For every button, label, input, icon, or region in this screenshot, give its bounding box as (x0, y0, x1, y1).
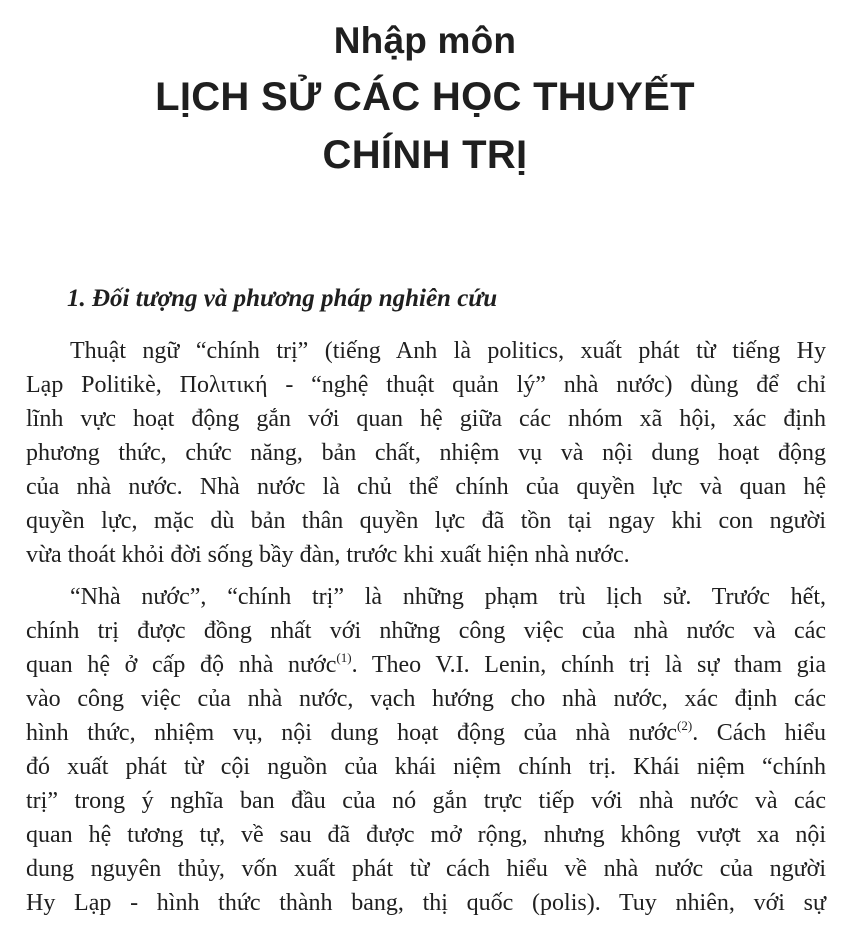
text-line: lĩnh vực hoạt động gắn với quan hệ giữa các nhóm xã hội, xác định (26, 406, 826, 432)
text-line: dung nguyên thủy, vốn xuất phát từ cách hiểu về nhà nước của người (26, 856, 826, 882)
title-line-2: LỊCH SỬ CÁC HỌC THUYẾT (155, 75, 695, 119)
text-line: Lạp Politikè, Πολιτική - “nghệ thuật quản lý” nhà nước) dùng để chỉ (26, 372, 826, 398)
body-text (26, 334, 826, 920)
text-line: Thuật ngữ “chính trị” (tiếng Anh là politics, xuất phát từ tiếng Hy (70, 338, 826, 364)
text-segment: . Theo V.I. Lenin, chính trị là sự tham gia (351, 652, 827, 678)
section-heading: 1. Đối tượng và phương pháp nghiên cứu (67, 285, 498, 312)
text-line: đó xuất phát từ cội nguồn của khái niệm chính trị. Khái niệm “chính (26, 754, 826, 780)
text-line: chính trị được đồng nhất với những công việc của nhà nước và các (26, 618, 826, 644)
text-line: vào công việc của nhà nước, vạch hướng cho nhà nước, xác định các (26, 686, 826, 712)
text-line-with-footnote (26, 716, 826, 750)
title-line-1: Nhập môn (333, 20, 517, 61)
title-line-3: CHÍNH TRỊ (322, 133, 528, 177)
text-line: “Nhà nước”, “chính trị” là những phạm trù lịch sử. Trước hết, (70, 584, 826, 610)
text-line: trị” trong ý nghĩa ban đầu của nó gắn trực tiếp với nhà nước và các (26, 788, 826, 814)
text-line: vừa thoát khỏi đời sống bầy đàn, trước khi xuất hiện nhà nước. (26, 542, 630, 568)
book-title (0, 14, 850, 184)
text-segment: hình thức, nhiệm vụ, nội dung hoạt động của nhà nước (26, 720, 678, 746)
text-line: quyền lực, mặc dù bản thân quyền lực đã tồn tại ngay khi con người (26, 508, 826, 534)
footnote-ref-1[interactable]: (1) (336, 650, 352, 665)
paragraph-2 (26, 580, 826, 920)
text-line: phương thức, chức năng, bản chất, nhiệm vụ và nội dung hoạt động (26, 440, 826, 466)
text-segment: . Cách hiểu (692, 720, 827, 746)
text-line: quan hệ tương tự, về sau đã được mở rộng, nhưng không vượt xa nội (26, 822, 826, 848)
paragraph-1 (26, 334, 826, 572)
text-line: Hy Lạp - hình thức thành bang, thị quốc (polis). Tuy nhiên, với sự (26, 890, 826, 916)
text-segment: quan hệ ở cấp độ nhà nước (26, 652, 337, 678)
footnote-ref-2[interactable]: (2) (677, 718, 693, 733)
text-line: của nhà nước. Nhà nước là chủ thể chính của quyền lực và quan hệ (26, 474, 826, 500)
text-line-with-footnote (26, 648, 826, 682)
